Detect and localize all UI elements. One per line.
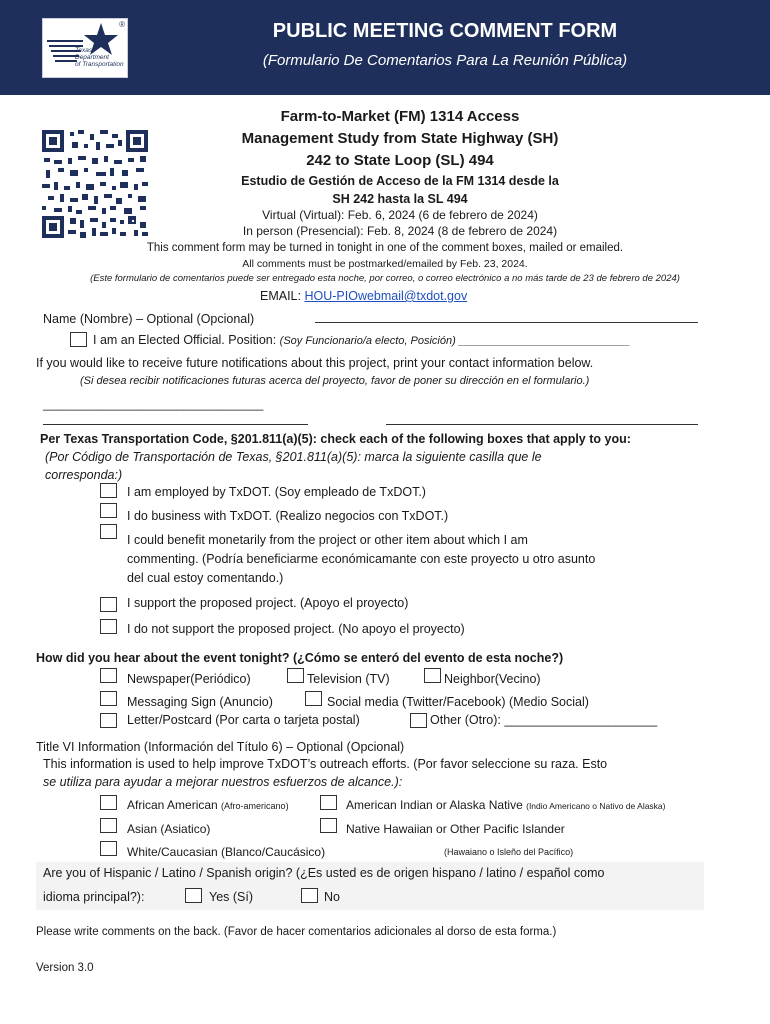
hispanic-no-label: No bbox=[324, 890, 340, 904]
qr-code-image[interactable] bbox=[40, 128, 150, 240]
registered-mark: ® bbox=[119, 20, 125, 29]
television-label: Television (TV) bbox=[307, 672, 390, 686]
elected-label-en: I am an Elected Official. Position: bbox=[93, 333, 280, 347]
project-title-es-line: Estudio de Gestión de Acceso de la FM 1314 desde la bbox=[241, 174, 559, 188]
name-label: Name (Nombre) – Optional (Opcional) bbox=[43, 312, 255, 326]
asian-label: Asian (Asiatico) bbox=[127, 822, 211, 836]
project-title-line: 242 to State Loop (SL) 494 bbox=[306, 152, 494, 169]
other-checkbox[interactable] bbox=[410, 713, 427, 728]
african-american-text: African American bbox=[127, 798, 218, 812]
african-american-es: (Afro-americano) bbox=[221, 801, 289, 811]
messaging-sign-label: Messaging Sign (Anuncio) bbox=[127, 695, 273, 709]
benefit-checkbox[interactable] bbox=[100, 524, 117, 539]
txdot-logo bbox=[42, 18, 128, 78]
header-banner bbox=[0, 0, 770, 95]
african-american-checkbox[interactable] bbox=[100, 795, 117, 810]
title-vi-text-1: This information is used to help improve TxDOT’s outreach efforts. (Por favor seleccione su raza. Esto bbox=[43, 757, 608, 771]
code-heading-es-2: corresponda:) bbox=[45, 468, 123, 482]
project-title bbox=[230, 106, 570, 172]
hear-heading: How did you hear about the event tonight? (¿Cómo se enteró del evento de esta noche?) bbox=[36, 651, 564, 665]
virtual-date: Virtual (Virtual): Feb. 6, 2024 (6 de febrero de 2024) bbox=[262, 208, 538, 222]
title-vi-heading: Title VI Information (Información del Título 6) – Optional (Opcional) bbox=[36, 740, 405, 754]
not-support-label: I do not support the proposed project. (No apoyo el proyecto) bbox=[127, 622, 465, 636]
in-person-date: In person (Presencial): Feb. 8, 2024 (8 de febrero de 2024) bbox=[242, 224, 558, 238]
name-field[interactable] bbox=[315, 322, 698, 323]
hispanic-yes-checkbox[interactable] bbox=[185, 888, 202, 903]
american-indian-label bbox=[346, 798, 666, 812]
social-media-checkbox[interactable] bbox=[305, 691, 322, 706]
form-subtitle: (Formulario De Comentarios Para La Reunión Pública) bbox=[262, 52, 628, 69]
benefit-label-1: I could benefit monetarily from the project or other item about which I am bbox=[127, 533, 528, 547]
neighbor-checkbox[interactable] bbox=[424, 668, 441, 683]
other-label: Other (Otro): ______________________ bbox=[430, 713, 658, 727]
email-line bbox=[260, 289, 467, 303]
american-indian-text: American Indian or Alaska Native bbox=[346, 798, 523, 812]
logo-text: Texas Department of Transportation bbox=[75, 47, 124, 68]
hispanic-question-2: idioma principal?): bbox=[43, 890, 145, 904]
email-link[interactable]: HOU-PIOwebmail@txdot.gov bbox=[304, 289, 468, 303]
project-title-es bbox=[230, 172, 570, 208]
neighbor-label: Neighbor(Vecino) bbox=[444, 672, 541, 686]
support-label: I support the proposed project. (Apoyo el proyecto) bbox=[127, 596, 409, 610]
white-label: White/Caucasian (Blanco/Caucásico) bbox=[127, 845, 326, 859]
project-title-line: Farm-to-Market (FM) 1314 Access bbox=[280, 108, 520, 125]
native-hawaiian-checkbox[interactable] bbox=[320, 818, 337, 833]
african-american-label bbox=[127, 798, 289, 812]
contact-blank-line[interactable]: _________________________________ bbox=[43, 397, 264, 411]
business-label: I do business with TxDOT. (Realizo negocios con TxDOT.) bbox=[127, 509, 449, 523]
elected-label-es: (Soy Funcionario/a electo, Posición) ____________________________ bbox=[279, 335, 631, 347]
support-checkbox[interactable] bbox=[100, 597, 117, 612]
white-checkbox[interactable] bbox=[100, 841, 117, 856]
letter-label: Letter/Postcard (Por carta o tarjeta postal) bbox=[127, 713, 360, 727]
instructions-line-1: This comment form may be turned in tonight in one of the comment boxes, mailed or emailed. bbox=[146, 242, 624, 254]
letter-checkbox[interactable] bbox=[100, 713, 117, 728]
elected-official-label bbox=[93, 333, 630, 347]
business-checkbox[interactable] bbox=[100, 503, 117, 518]
instructions-line-2: All comments must be postmarked/emailed by Feb. 23, 2024. bbox=[242, 258, 528, 270]
messaging-sign-checkbox[interactable] bbox=[100, 691, 117, 706]
contact-field-2[interactable] bbox=[43, 424, 308, 425]
project-title-es-line: SH 242 hasta la SL 494 bbox=[332, 192, 468, 206]
email-label: EMAIL: bbox=[260, 289, 305, 303]
instructions-es: (Este formulario de comentarios puede ser entregado esta noche, por correo, o correo electrónico a no más tarde de 23 de febrero de 2024) bbox=[90, 273, 680, 284]
title-vi-text-2: se utiliza para ayudar a mejorar nuestros esfuerzos de alcance.): bbox=[43, 775, 403, 789]
television-checkbox[interactable] bbox=[287, 668, 304, 683]
native-hawaiian-es: (Hawaiano o Isleño del Pacífico) bbox=[444, 847, 574, 857]
not-support-checkbox[interactable] bbox=[100, 619, 117, 634]
form-title: PUBLIC MEETING COMMENT FORM bbox=[272, 20, 618, 42]
notify-text-es: (Si desea recibir notificaciones futuras acerca del proyecto, favor de poner su dirección en el formulario.) bbox=[80, 375, 590, 387]
contact-field-3[interactable] bbox=[386, 424, 698, 425]
american-indian-checkbox[interactable] bbox=[320, 795, 337, 810]
employed-label: I am employed by TxDOT. (Soy empleado de TxDOT.) bbox=[127, 485, 426, 499]
newspaper-checkbox[interactable] bbox=[100, 668, 117, 683]
version-label: Version 3.0 bbox=[36, 962, 94, 974]
asian-checkbox[interactable] bbox=[100, 818, 117, 833]
newspaper-label: Newspaper(Periódico) bbox=[127, 672, 251, 686]
code-heading: Per Texas Transportation Code, §201.811(a)(5): check each of the following boxes that apply to you: bbox=[40, 432, 631, 446]
project-title-line: Management Study from State Highway (SH) bbox=[241, 130, 559, 147]
hispanic-yes-label: Yes (Sí) bbox=[209, 890, 254, 904]
hispanic-question-1: Are you of Hispanic / Latino / Spanish origin? (¿Es usted es de origen hispano / latino / español como bbox=[43, 866, 605, 880]
elected-official-checkbox[interactable] bbox=[70, 332, 87, 347]
back-note: Please write comments on the back. (Favor de hacer comentarios adicionales al dorso de esta forma.) bbox=[36, 926, 557, 938]
american-indian-es: (Indio Americano o Nativo de Alaska) bbox=[526, 801, 666, 811]
native-hawaiian-label: Native Hawaiian or Other Pacific Islander bbox=[346, 822, 565, 836]
benefit-label-2: commenting. (Podría beneficiarme económicamante con este proyecto u otro asunto bbox=[127, 552, 596, 566]
hispanic-no-checkbox[interactable] bbox=[301, 888, 318, 903]
code-heading-es-1: (Por Código de Transportación de Texas, §201.811(a)(5): marca la siguiente casilla que le bbox=[45, 450, 542, 464]
benefit-label-3: del cual estoy comentando.) bbox=[127, 571, 284, 585]
employed-checkbox[interactable] bbox=[100, 483, 117, 498]
notify-text: If you would like to receive future notifications about this project, print your contact information below. bbox=[36, 356, 594, 370]
social-media-label: Social media (Twitter/Facebook) (Medio Social) bbox=[327, 695, 589, 709]
